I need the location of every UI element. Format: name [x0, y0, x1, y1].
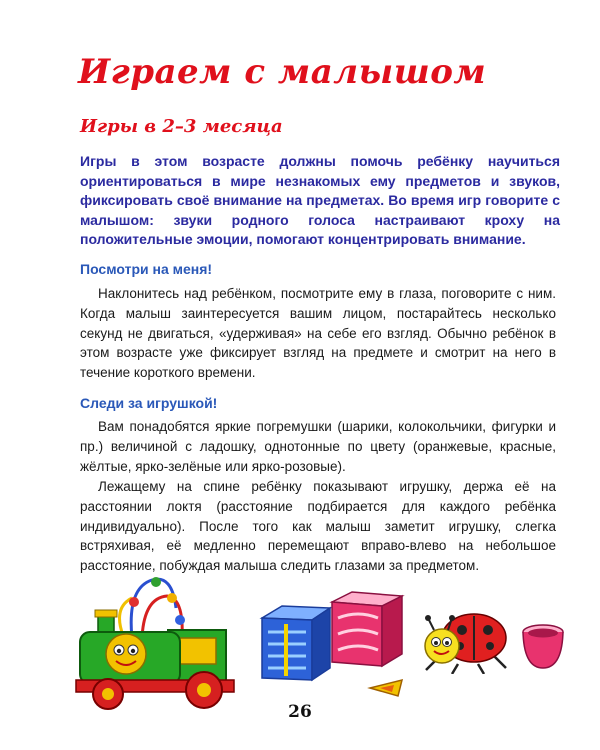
page-subtitle: Игры в 2–3 месяца	[80, 116, 283, 137]
section-paragraph: Лежащему на спине ребёнку показывают игрушку, держа её на расстоянии локтя (расстояние подбирается для каждого ребёнка индивидуально). После того как малыш заметит игрушку, слегка встряхивая, её медленно перемещают вправо-влево на небольшое расстояние, побуждая малыша следить глазами за предметом.	[80, 479, 556, 574]
toy-blocks-illustration	[252, 588, 412, 700]
page-title: Играем с малышом	[78, 52, 487, 92]
ladybug-toy-illustration	[418, 608, 514, 674]
toy-train-illustration	[72, 568, 272, 710]
section-heading-look-at-me: Посмотри на меня!	[80, 261, 213, 277]
pink-cup-illustration	[520, 624, 566, 672]
page-number: 26	[288, 702, 312, 722]
section-paragraph: Вам понадобятся яркие погремушки (шарики, колокольчики, фигурки и пр.) величиной с ладошку, однотонные по цвету (оранжевые, красные, жёлтые, ярко-зелёные или ярко-розовые).	[80, 419, 556, 474]
section-paragraph: Наклонитесь над ребёнком, посмотрите ему в глаза, поговорите с ним. Когда малыш заинтересуется вашим лицом, постарайтесь несколько секунд не двигаться, «удерживая» на себе его взгляд. Обычно ребёнок в этом возрасте уже фиксирует взгляд на предмете и смотрит на него в течение короткого времени.	[80, 286, 556, 381]
section-heading-follow-toy: Следи за игрушкой!	[80, 395, 218, 411]
intro-paragraph: Игры в этом возрасте должны помочь ребёнку научиться ориентироваться в мире незнакомых ему предметов и звуков, фиксировать своё внимание на предметах. Во время игр говорите с малышом: звуки родного голоса настраивают кроху на положительные эмоции, помогают концентрировать внимание.	[80, 153, 560, 247]
